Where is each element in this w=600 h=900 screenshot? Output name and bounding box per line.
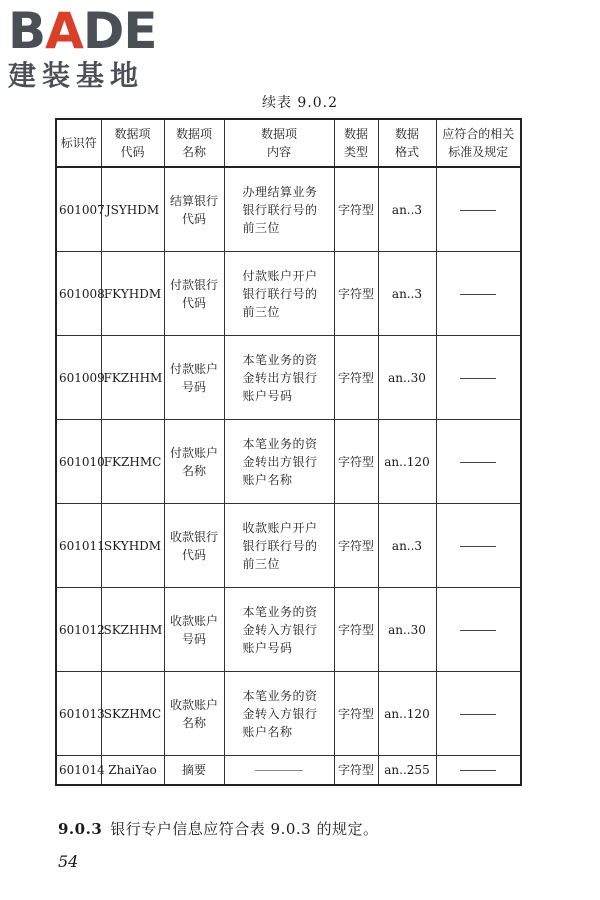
cell-standard (436, 756, 521, 786)
cell-content: 本笔业务的资金转出方银行账户号码 (224, 336, 334, 420)
cell-content: 收款账户开户银行联行号的前三位 (224, 504, 334, 588)
cell-type: 字符型 (334, 756, 378, 786)
cell-type: 字符型 (334, 420, 378, 504)
cell-type: 字符型 (334, 672, 378, 756)
cell-name: 收款银行代码 (164, 504, 224, 588)
cell-content: 本笔业务的资金转入方银行账户名称 (224, 672, 334, 756)
cell-type: 字符型 (334, 167, 378, 252)
table-row (56, 336, 521, 420)
bade-logo (8, 4, 178, 92)
cell-format: an..30 (378, 588, 436, 672)
cell-standard (436, 672, 521, 756)
cell-content (224, 756, 334, 786)
column-header: 应符合的相关 标准及规定 (436, 119, 521, 167)
cell-name: 摘要 (164, 756, 224, 786)
column-header: 数据 格式 (378, 119, 436, 167)
table-row (56, 588, 521, 672)
logo-wordmark: BADE (8, 2, 157, 60)
cell-format: an..3 (378, 504, 436, 588)
table-row (56, 420, 521, 504)
column-header: 数据 类型 (334, 119, 378, 167)
cell-format: an..3 (378, 167, 436, 252)
empty-dash (460, 378, 496, 379)
empty-dash (460, 630, 496, 631)
cell-id: 601011 (56, 504, 101, 588)
table-row (56, 756, 521, 786)
cell-content: 本笔业务的资金转出方银行账户名称 (224, 420, 334, 504)
column-header: 标识符 (56, 119, 101, 167)
cell-standard (436, 167, 521, 252)
table-row (56, 672, 521, 756)
cell-code: JSYHDM (101, 167, 164, 252)
empty-dash (460, 770, 496, 771)
cell-code: FKZHHM (101, 336, 164, 420)
cell-name: 收款账户号码 (164, 588, 224, 672)
cell-id: 601013 (56, 672, 101, 756)
cell-format: an..30 (378, 336, 436, 420)
cell-id: 601007 (56, 167, 101, 252)
cell-id: 601012 (56, 588, 101, 672)
empty-dash (255, 770, 303, 771)
cell-code: FKZHMC (101, 420, 164, 504)
cell-type: 字符型 (334, 504, 378, 588)
cell-type: 字符型 (334, 336, 378, 420)
cell-id: 601009 (56, 336, 101, 420)
logo-subtitle: 建装基地 (8, 59, 145, 92)
cell-name: 付款账户名称 (164, 420, 224, 504)
cell-standard (436, 588, 521, 672)
empty-dash (460, 714, 496, 715)
cell-name: 收款账户名称 (164, 672, 224, 756)
clause-text: 银行专户信息应符合表 9.0.3 的规定。 (110, 820, 379, 838)
cell-content: 本笔业务的资金转入方银行账户号码 (224, 588, 334, 672)
cell-content: 付款账户开户银行联行号的前三位 (224, 252, 334, 336)
cell-format: an..255 (378, 756, 436, 786)
cell-type: 字符型 (334, 588, 378, 672)
cell-name: 付款银行代码 (164, 252, 224, 336)
cell-content: 办理结算业务银行联行号的前三位 (224, 167, 334, 252)
cell-format: an..3 (378, 252, 436, 336)
cell-type: 字符型 (334, 252, 378, 336)
cell-standard (436, 420, 521, 504)
empty-dash (460, 294, 496, 295)
table-row (56, 252, 521, 336)
cell-code: FKYHDM (101, 252, 164, 336)
empty-dash (460, 462, 496, 463)
empty-dash (460, 546, 496, 547)
cell-id: 601010 (56, 420, 101, 504)
cell-code: SKYHDM (101, 504, 164, 588)
table-row (56, 167, 521, 252)
cell-code: SKZHMC (101, 672, 164, 756)
page-number: 54 (58, 852, 79, 871)
cell-standard (436, 504, 521, 588)
column-header: 数据项 内容 (224, 119, 334, 167)
cell-name: 付款账户号码 (164, 336, 224, 420)
empty-dash (460, 210, 496, 211)
cell-format: an..120 (378, 420, 436, 504)
table-title: 续表 9.0.2 (261, 95, 339, 111)
cell-id: 601014 (56, 756, 101, 786)
cell-name: 结算银行代码 (164, 167, 224, 252)
cell-code: SKZHHM (101, 588, 164, 672)
clause-9-0-3 (58, 818, 378, 839)
column-header: 数据项 代码 (101, 119, 164, 167)
data-spec-table (55, 118, 522, 786)
cell-format: an..120 (378, 672, 436, 756)
column-header: 数据项 名称 (164, 119, 224, 167)
cell-standard (436, 336, 521, 420)
table-row (56, 504, 521, 588)
cell-id: 601008 (56, 252, 101, 336)
cell-code: ZhaiYao (101, 756, 164, 786)
clause-number: 9.0.3 (58, 820, 103, 838)
cell-standard (436, 252, 521, 336)
table-header-row (56, 119, 521, 167)
